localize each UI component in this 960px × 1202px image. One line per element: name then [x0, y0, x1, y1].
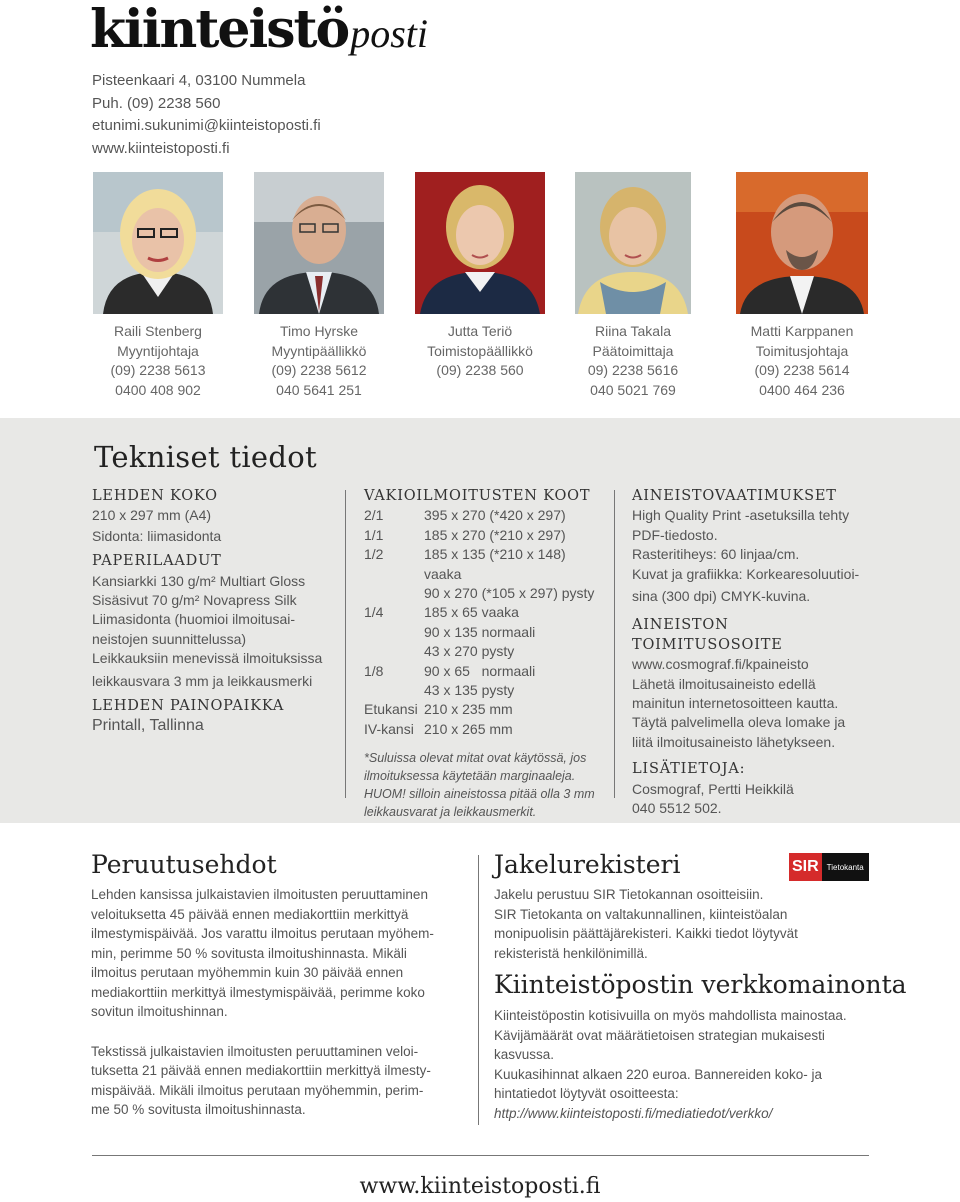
section-divider: [478, 855, 479, 1125]
person-card: [410, 172, 550, 381]
ad-dims: 185 x 270 (*210 x 297): [424, 526, 566, 543]
person-phone: 09) 2238 5616: [587, 362, 679, 378]
sir-logo: [789, 853, 869, 881]
heading-paper: PAPERILAADUT: [92, 553, 222, 570]
heading-printing-place: LEHDEN PAINOPAIKKA: [92, 698, 285, 715]
ad-size: 1/1: [364, 526, 384, 543]
text-line: monipuolisin päättäjärekisteri. Kaikki tiedot löytyvät: [494, 926, 798, 941]
ad-dims: 210 x 265 mm: [424, 720, 513, 737]
paper-line: neistojen suunnittelussa): [92, 630, 247, 647]
note-line: *Suluissa olevat mitat ovat käytössä, jos: [364, 751, 587, 766]
heading-delivery-address: AINEISTON TOIMITUSOSOITE: [632, 617, 783, 653]
technical-title: Tekniset tiedot: [94, 440, 317, 474]
ad-size-row: [364, 700, 604, 719]
ad-size-row: [364, 603, 604, 622]
person-card: [732, 172, 872, 400]
text-line: veloituksetta 45 päivää ennen mediakorttiin merkittyä: [91, 906, 409, 922]
contact-email[interactable]: etunimi.sukunimi@kiinteistoposti.fi: [92, 117, 321, 134]
requirement-line: High Quality Print -asetuksilla tehty: [632, 507, 850, 524]
ad-dims: 395 x 270 (*420 x 297): [424, 507, 566, 524]
contact-block: [92, 70, 321, 160]
person-mobile: 0400 408 902: [115, 381, 201, 398]
logo-sub-text: posti: [350, 11, 428, 56]
cancel-title: Peruutusehdot: [91, 850, 277, 879]
ad-size-row: [364, 623, 604, 642]
delivery-url[interactable]: www.cosmograf.fi/kpaineisto: [632, 656, 809, 673]
column-magazine-size: [92, 487, 342, 736]
contact-address: Pisteenkaari 4, 03100 Nummela: [92, 72, 306, 89]
ad-size-row: [364, 662, 604, 681]
delivery-line: Täytä palvelimella oleva lomake ja: [632, 714, 846, 731]
requirement-line: sina (300 dpi) CMYK-kuvina.: [632, 588, 811, 605]
note-line: leikkausvarat ja leikkausmerkit.: [364, 805, 537, 820]
person-phone: (09) 2238 560: [436, 362, 524, 378]
text-line: me 50 % sovitusta ilmoitushinnasta.: [91, 1102, 306, 1117]
column-ad-sizes: [364, 487, 604, 821]
text-line: sovitun ilmoitushinnan.: [91, 1004, 228, 1019]
requirement-line: Kuvat ja grafiikka: Korkearesoluutioi-: [632, 565, 860, 582]
ad-size: 1/2: [364, 546, 384, 563]
text-line: Kiinteistöpostin kotisivuilla on myös mahdollista mainostaa.: [494, 1008, 847, 1023]
ad-dims: 185 x 135 (*210 x 148) vaaka: [424, 546, 566, 582]
ad-size: 2/1: [364, 507, 384, 524]
text-line: mediakorttiin merkittyä ilmestymispäivää, perimme koko: [91, 984, 425, 1000]
column-material-requirements: [632, 487, 872, 819]
person-title: Myyntijohtaja: [117, 342, 199, 359]
info-line: 040 5512 502.: [632, 800, 722, 817]
info-line: Cosmograf, Pertti Heikkilä: [632, 780, 794, 797]
magazine-size: 210 x 297 mm (A4): [92, 507, 212, 524]
person-photo: [736, 172, 868, 314]
person-mobile: 0400 464 236: [759, 381, 845, 398]
binding: Sidonta: liimasidonta: [92, 527, 222, 544]
contact-phone: Puh. (09) 2238 560: [92, 94, 221, 112]
text-line: kasvussa.: [494, 1047, 555, 1062]
heading-material-requirements: AINEISTOVAATIMUKSET: [632, 488, 837, 504]
heading-ad-sizes: VAKIOILMOITUSTEN KOOT: [364, 488, 591, 504]
person-name: Timo Hyrske: [279, 323, 359, 339]
ad-size-note: [364, 749, 604, 821]
paper-line: Kansiarkki 130 g/m² Multiart Gloss: [92, 572, 306, 589]
ad-size: [364, 584, 424, 603]
person-photo: [415, 172, 545, 314]
paper-line: Liimasidonta (huomioi ilmoitusai-: [92, 611, 296, 628]
ad-dims: 43 x 270 pysty: [424, 643, 515, 660]
ad-size-row: [364, 545, 604, 584]
note-line: HUOM! silloin aineistossa pitää olla 3 mm: [364, 787, 595, 802]
ad-dims: 185 x 65 vaaka: [424, 604, 519, 621]
text-line: Kävijämäärät ovat määrätietoisen strategian mukaisesti: [494, 1027, 825, 1043]
person-phone: (09) 2238 5612: [271, 362, 367, 378]
ad-dims: 90 x 270 (*105 x 297) pysty: [424, 585, 595, 602]
logo: [90, 0, 428, 62]
text-line: tuksetta 21 päivää ennen mediakorttiin merkittyä ilmesty-: [91, 1063, 431, 1078]
person-phone: (09) 2238 5613: [110, 362, 206, 378]
ad-size: 1/8: [364, 662, 384, 679]
text-line: Lehden kansissa julkaistavien ilmoitusten peruuttaminen: [91, 887, 428, 902]
person-card: [563, 172, 703, 400]
ad-size-row: [364, 506, 604, 525]
person-name: Raili Stenberg: [114, 323, 202, 339]
ad-size: Etukansi: [364, 701, 418, 718]
person-card: [249, 172, 389, 400]
person-name: Jutta Teriö: [447, 323, 513, 339]
sir-logo-text: Tietokanta: [826, 862, 864, 872]
delivery-line: Lähetä ilmoitusaineisto edellä: [632, 675, 816, 692]
person-card: [88, 172, 228, 400]
delivery-line: mainitun internetosoitteen kautta.: [632, 695, 839, 712]
text-line: rekisteristä henkilönimillä.: [494, 945, 648, 961]
registry-title: Jakelurekisteri: [494, 850, 681, 879]
ad-size: 1/4: [364, 604, 384, 621]
footer-url[interactable]: www.kiinteistoposti.fi: [359, 1174, 601, 1199]
ad-size-row: [364, 584, 604, 603]
online-text: [494, 1006, 884, 1123]
paper-line: Leikkauksiin menevissä ilmoituksissa: [92, 650, 323, 667]
ad-size-row: [364, 681, 604, 700]
ad-dims: 43 x 135 pysty: [424, 682, 515, 699]
text-line: ilmoitus perutaan myöhemmin kuin 30 päivää ennen: [91, 965, 404, 980]
online-url-link[interactable]: http://www.kiinteistoposti.fi/mediatiedot/verkko/: [494, 1105, 773, 1121]
requirement-line: PDF-tiedosto.: [632, 526, 718, 543]
paper-line: Sisäsivut 70 g/m² Novapress Silk: [92, 592, 297, 609]
text-line: min, perimme 50 % sovitusta ilmoitushinnasta. Mikäli: [91, 945, 407, 961]
person-name: Riina Takala: [594, 323, 671, 339]
logo-main-text: kiinteistö: [90, 0, 349, 60]
requirement-line: Rasteritiheys: 60 linjaa/cm.: [632, 546, 800, 563]
person-title: Myyntipäällikkö: [271, 342, 367, 359]
text-line: mispäivää. Mikäli ilmoitus perutaan myöhemmin, perim-: [91, 1082, 424, 1098]
person-photo: [93, 172, 223, 314]
text-line: ilmestymispäivää. Jos varattu ilmoitus perutaan myöhem-: [91, 926, 434, 941]
online-title: Kiinteistöpostin verkkomainonta: [494, 970, 907, 999]
contact-web[interactable]: www.kiinteistoposti.fi: [92, 139, 230, 157]
person-phone: (09) 2238 5614: [754, 362, 850, 378]
person-photo: [575, 172, 691, 314]
person-title: Toimitusjohtaja: [755, 342, 849, 359]
text-line: SIR Tietokanta on valtakunnallinen, kiinteistöalan: [494, 906, 788, 922]
ad-size-row: [364, 642, 604, 661]
note-line: ilmoituksessa käytetään marginaaleja.: [364, 769, 576, 784]
ad-size: [364, 642, 424, 661]
person-title: Päätoimittaja: [592, 342, 674, 359]
registry-text: [494, 885, 874, 963]
heading-more-info: LISÄTIETOJA:: [632, 761, 746, 778]
ad-size-row: [364, 720, 604, 739]
cancel-text: [91, 885, 461, 1120]
ad-dims: 90 x 65 normaali: [424, 662, 536, 679]
text-line: hintatiedot löytyvät osoitteesta:: [494, 1086, 679, 1101]
footer-rule: [92, 1155, 869, 1156]
person-photo: [254, 172, 384, 314]
paper-line: leikkausvara 3 mm ja leikkausmerki: [92, 672, 313, 689]
person-mobile: 040 5641 251: [276, 381, 362, 398]
ad-size: [364, 623, 424, 642]
printing-place: Printall, Tallinna: [92, 717, 204, 735]
heading-magazine-size: LEHDEN KOKO: [92, 488, 218, 504]
ad-dims: 90 x 135 normaali: [424, 623, 536, 640]
text-line: Tekstissä julkaistavien ilmoitusten peruuttaminen veloi-: [91, 1043, 419, 1059]
column-divider: [345, 490, 346, 798]
text-line: Jakelu perustuu SIR Tietokannan osoitteisiin.: [494, 887, 764, 902]
ad-size: [364, 681, 424, 700]
person-mobile: 040 5021 769: [590, 381, 676, 398]
sir-logo-mark: SIR: [789, 853, 822, 881]
text-line: Kuukasihinnat alkaen 220 euroa. Bannereiden koko- ja: [494, 1066, 822, 1082]
delivery-line: liitä ilmoitusaineisto lähetykseen.: [632, 733, 836, 750]
column-divider: [614, 490, 615, 798]
ad-size: IV-kansi: [364, 720, 414, 737]
person-title: Toimistopäällikkö: [427, 342, 533, 359]
person-name: Matti Karppanen: [750, 323, 854, 339]
ad-size-row: [364, 526, 604, 545]
ad-dims: 210 x 235 mm: [424, 701, 513, 718]
